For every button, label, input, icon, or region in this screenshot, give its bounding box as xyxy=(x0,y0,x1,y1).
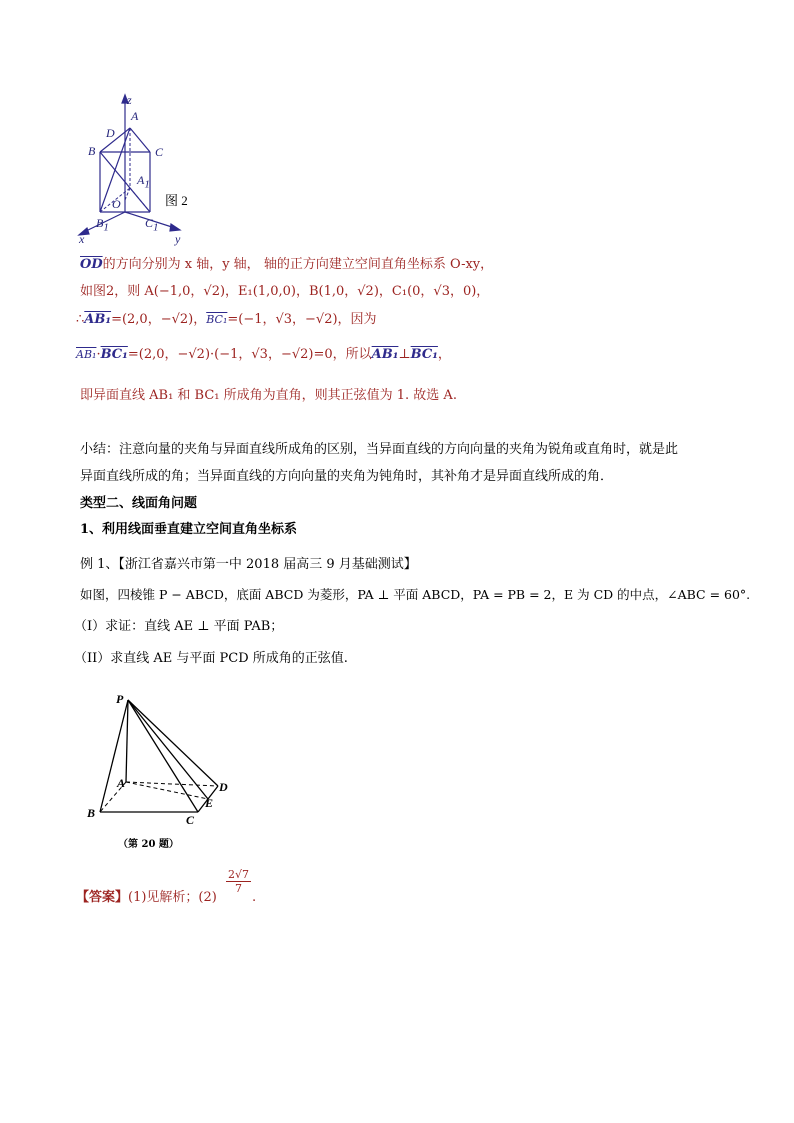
type-title: 类型二、线面角问题 xyxy=(80,496,198,511)
answer-fraction-denominator: 7 xyxy=(235,882,242,895)
label-B1: $B_1$ xyxy=(96,216,109,234)
answer-text: (1)见解析；(2) xyxy=(128,890,217,905)
vector-AB1-c: AB₁ xyxy=(371,347,399,362)
vector-AB1-b: AB₁ xyxy=(76,348,97,361)
solution-line-3-mid: =(2,0，−√2)， xyxy=(111,312,207,327)
vector-AB1: AB₁ xyxy=(84,312,112,327)
solution-line-3-end: =(−1，√3，−√2)，因为 xyxy=(227,312,377,327)
example-question-1: （I）求证：直线 AE ⊥ 平面 PAB； xyxy=(74,619,284,634)
example-question-2: （II）求直线 AE 与平面 PCD 所成角的正弦值. xyxy=(74,651,348,666)
example-line-1: 如图，四棱锥 P − ABCD，底面 ABCD 为菱形，PA ⊥ 平面 ABCD，PA = PB = 2，E 为 CD 的中点，∠ABC = 60°. xyxy=(80,587,751,602)
label-D: D xyxy=(106,126,115,140)
answer-end: . xyxy=(252,890,257,905)
answer-line xyxy=(76,889,217,907)
label-A1: $A_1$ xyxy=(137,173,150,191)
example-title: 例 1、【浙江省嘉兴市第一中 2018 届高三 9 月基础测试】 xyxy=(80,557,417,572)
pyramid-diagram xyxy=(80,680,250,830)
label-A-pyramid: A xyxy=(117,776,126,790)
solution-line-4-end: ， xyxy=(437,347,451,362)
label-P: P xyxy=(116,692,124,706)
solution-line-1 xyxy=(80,256,493,274)
figure-20-caption: （第 20 题） xyxy=(118,839,179,850)
label-D-pyramid: D xyxy=(219,780,228,794)
vector-BC1: BC₁ xyxy=(206,313,228,326)
solution-line-1-text: 的方向分别为 x 轴，y 轴， 轴的正方向建立空间直角坐标系 O-xy， xyxy=(102,257,494,272)
label-O: O xyxy=(112,197,121,211)
vector-BC1-b: BC₁ xyxy=(100,347,128,362)
label-C: C xyxy=(155,145,164,159)
answer-fraction xyxy=(226,868,251,895)
figure-2-caption: 图 2 xyxy=(165,193,188,208)
summary-line-1: 小结：注意向量的夹角与异面直线所成角的区别，当异面直线的方向向量的夹角为锐角或直角时，就是此 xyxy=(80,442,679,457)
label-C-pyramid: C xyxy=(186,813,195,827)
perp-symbol: ⊥ xyxy=(398,347,411,362)
solution-line-2: 如图2，则 A(−1,0，√2)，E₁(1,0,0)，B(1,0，√2)，C₁(0，√3，0)， xyxy=(80,284,490,299)
solution-line-5: 即异面直线 AB₁ 和 BC₁ 所成角为直角，则其正弦值为 1. 故选 A. xyxy=(80,388,457,403)
label-x: x xyxy=(79,232,85,246)
solution-line-4-text: =(2,0，−√2)·(−1，√3，−√2)=0，所以 xyxy=(127,347,372,362)
answer-fraction-numerator: 2√7 xyxy=(228,868,250,881)
label-B-pyramid: B xyxy=(87,806,96,820)
therefore-symbol: ∴ xyxy=(76,312,85,327)
label-A: A xyxy=(131,109,139,123)
label-B: B xyxy=(88,144,96,158)
summary-line-2: 异面直线所成的角；当异面直线的方向向量的夹角为钝角时，其补角才是异面直线所成的角． xyxy=(80,469,614,484)
sub-title: 1、利用线面垂直建立空间直角坐标系 xyxy=(80,522,298,537)
label-z: z xyxy=(127,93,132,107)
vector-BC1-c: BC₁ xyxy=(410,347,438,362)
label-y: y xyxy=(175,232,181,246)
label-C1: $C_1$ xyxy=(145,216,159,234)
dot-operator: · xyxy=(96,347,101,362)
label-E-pyramid: E xyxy=(205,796,214,810)
answer-tag: 【答案】 xyxy=(76,890,129,905)
solution-line-3 xyxy=(76,311,377,329)
vector-OD: $\overline{OD}$ xyxy=(80,257,103,272)
figure-2-diagram xyxy=(70,90,210,250)
solution-line-4 xyxy=(76,346,451,364)
